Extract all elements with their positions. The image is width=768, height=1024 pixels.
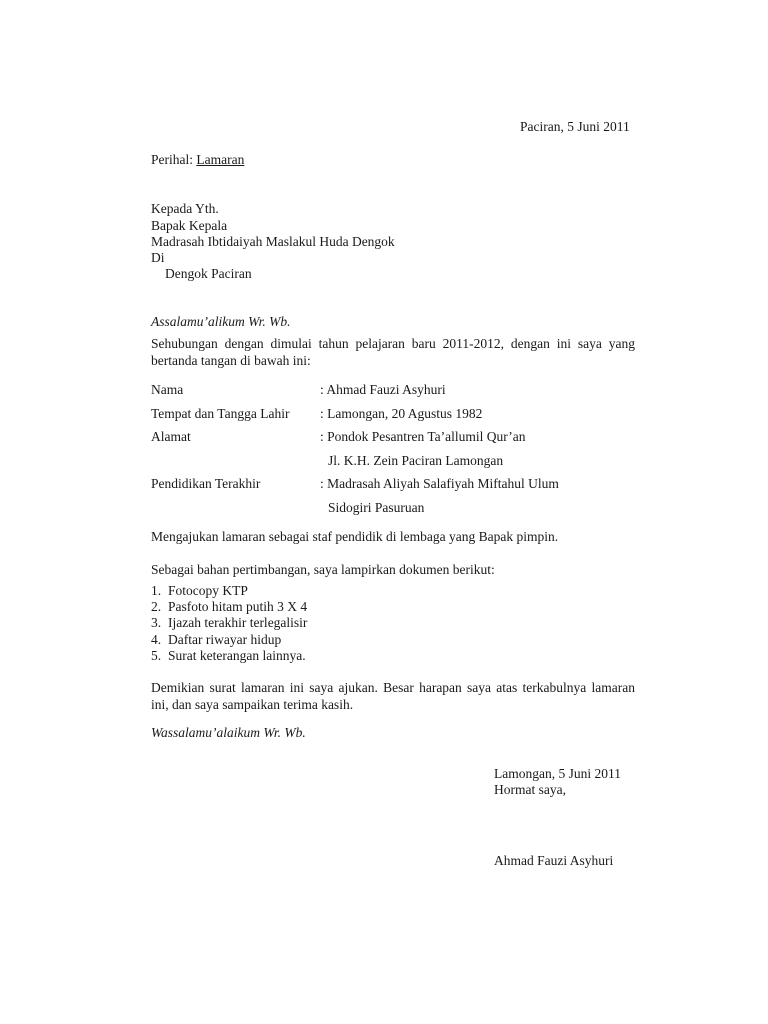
signature-place-date: Lamongan, 5 Juni 2011: [494, 766, 621, 781]
signature-name: Ahmad Fauzi Asyhuri: [494, 853, 614, 868]
attachments-intro: Sebagai bahan pertimbangan, saya lampirkan dokumen berikut:: [151, 562, 495, 577]
attachment-item: [151, 631, 281, 648]
attachment-number: 2.: [151, 599, 162, 614]
application-statement: Mengajukan lamaran sebagai staf pendidik di lembaga yang Bapak pimpin.: [151, 529, 559, 544]
recipient-line-4: Di: [151, 250, 165, 265]
closing-greeting: Wassalamu’alaikum Wr. Wb.: [151, 725, 306, 740]
field-label-ttl: Tempat dan Tangga Lahir: [151, 406, 290, 421]
field-label-pendidikan: Pendidikan Terakhir: [151, 476, 261, 491]
attachment-item: [151, 614, 307, 631]
recipient-line-3: Madrasah Ibtidaiyah Maslakul Huda Dengok: [151, 234, 395, 249]
field-value-pendidikan-line-2: Sidogiri Pasuruan: [328, 500, 425, 515]
subject-label: Perihal:: [151, 152, 193, 167]
subject-value: Lamaran: [196, 152, 245, 167]
attachment-number: 3.: [151, 615, 162, 630]
field-value-pendidikan: : Madrasah Aliyah Salafiyah Miftahul Ulum: [320, 476, 559, 491]
intro-paragraph: Sehubungan dengan dimulai tahun pelajaran baru 2011-2012, dengan ini saya yang bertanda tangan di bawah ini:: [151, 336, 635, 368]
attachment-item: [151, 582, 248, 599]
attachment-text: Fotocopy KTP: [168, 583, 248, 598]
field-value-alamat-line-2: Jl. K.H. Zein Paciran Lamongan: [328, 453, 504, 468]
recipient-line-5: Dengok Paciran: [165, 266, 252, 281]
attachment-text: Pasfoto hitam putih 3 X 4: [168, 599, 308, 614]
opening-greeting: Assalamu’alikum Wr. Wb.: [151, 314, 291, 329]
field-value-nama: : Ahmad Fauzi Asyhuri: [320, 382, 446, 397]
field-label-alamat: Alamat: [151, 429, 191, 444]
attachment-number: 1.: [151, 583, 162, 598]
letter-place-date: Paciran, 5 Juni 2011: [520, 119, 630, 134]
field-label-nama: Nama: [151, 382, 184, 397]
attachment-number: 5.: [151, 648, 162, 663]
attachment-number: 4.: [151, 632, 162, 647]
subject-line: [151, 151, 244, 168]
signature-regards: Hormat saya,: [494, 782, 566, 797]
attachment-text: Ijazah terakhir terlegalisir: [168, 615, 308, 630]
attachment-text: Surat keterangan lainnya.: [168, 648, 306, 663]
attachment-item: [151, 598, 307, 615]
attachment-text: Daftar riwayar hidup: [168, 632, 282, 647]
field-value-alamat: : Pondok Pesantren Ta’allumil Qur’an: [320, 429, 526, 444]
recipient-line-2: Bapak Kepala: [151, 218, 228, 233]
attachment-item: [151, 647, 306, 664]
closing-paragraph: Demikian surat lamaran ini saya ajukan. Besar harapan saya atas terkabulnya lamaran ini, dan saya sampaikan terima kasih.: [151, 680, 635, 712]
field-value-ttl: : Lamongan, 20 Agustus 1982: [320, 406, 483, 421]
recipient-line-1: Kepada Yth.: [151, 201, 219, 216]
